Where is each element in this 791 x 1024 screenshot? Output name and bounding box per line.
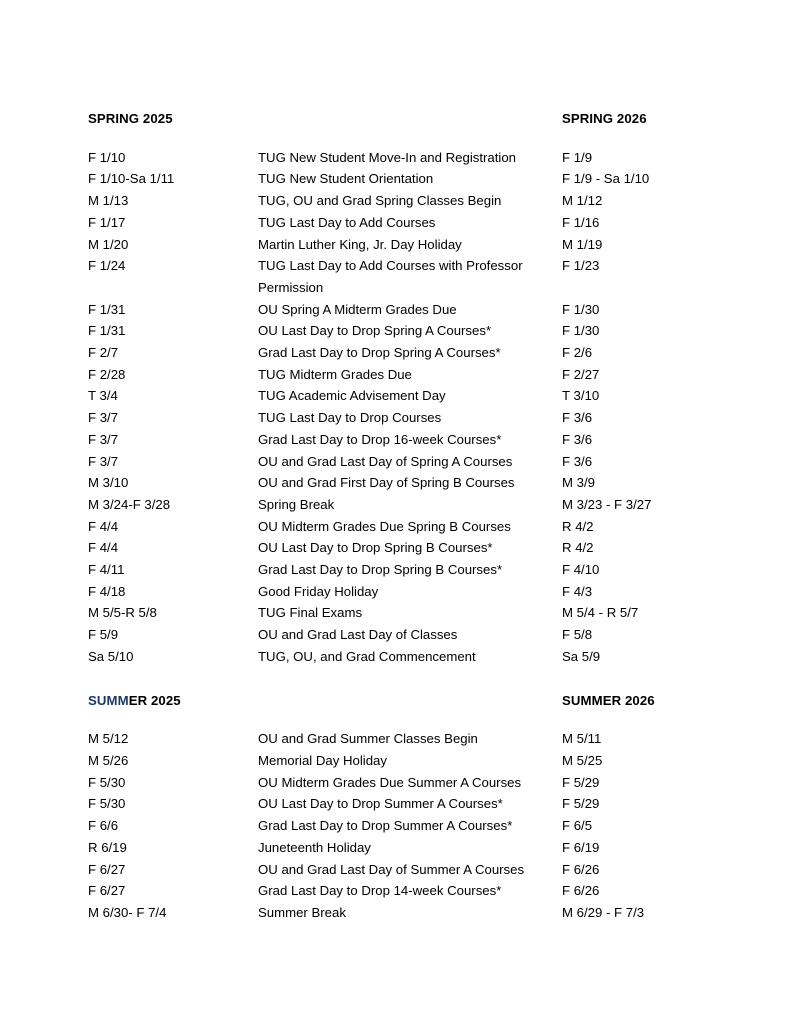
calendar-row — [88, 385, 728, 407]
row-date-right: F 1/16 — [562, 214, 600, 230]
calendar-row — [88, 212, 728, 234]
row-description: TUG Final Exams — [258, 605, 363, 621]
row-date-left: F 2/28 — [88, 366, 126, 382]
row-description: TUG Last Day to Drop Courses — [258, 410, 442, 426]
row-description: Grad Last Day to Drop Summer A Courses* — [258, 818, 513, 834]
calendar-row — [88, 342, 728, 364]
row-date-right: F 1/9 - Sa 1/10 — [562, 171, 650, 187]
calendar-row — [88, 168, 728, 190]
row-description: Good Friday Holiday — [258, 583, 379, 599]
calendar-row — [88, 255, 728, 298]
row-description: OU and Grad Last Day of Classes — [258, 627, 458, 643]
row-date-left: F 1/31 — [88, 323, 126, 339]
calendar-row — [88, 320, 728, 342]
calendar-row — [88, 559, 728, 581]
row-date-right: M 5/25 — [562, 752, 603, 768]
row-date-right: F 4/10 — [562, 562, 600, 578]
row-description: Grad Last Day to Drop Spring A Courses* — [258, 345, 501, 361]
row-date-left: M 1/13 — [88, 193, 129, 209]
row-description: OU and Grad Last Day of Spring A Courses — [258, 453, 513, 469]
row-description: OU Last Day to Drop Spring B Courses* — [258, 540, 493, 556]
row-date-left: F 1/24 — [88, 258, 126, 274]
section-header-summer — [88, 690, 728, 712]
row-description: TUG Midterm Grades Due — [258, 366, 412, 382]
row-date-right: F 3/6 — [562, 453, 593, 469]
calendar-row — [88, 624, 728, 646]
row-date-left: F 5/9 — [88, 627, 119, 643]
row-date-right: F 6/5 — [562, 818, 593, 834]
row-date-right: M 3/9 — [562, 475, 595, 491]
calendar-row — [88, 602, 728, 624]
calendar-row — [88, 234, 728, 256]
section-title-right: SPRING 2026 — [562, 111, 647, 126]
row-date-left: F 1/10 — [88, 149, 126, 165]
calendar-row — [88, 815, 728, 837]
row-description: OU Midterm Grades Due Spring B Courses — [258, 518, 511, 534]
calendar-row — [88, 299, 728, 321]
calendar-row — [88, 750, 728, 772]
row-date-left: T 3/4 — [88, 388, 118, 404]
row-date-left: Sa 5/10 — [88, 648, 134, 664]
row-date-left: F 4/18 — [88, 583, 126, 599]
row-date-right: F 5/29 — [562, 796, 600, 812]
calendar-rows-spring — [88, 147, 728, 668]
row-date-left: F 6/27 — [88, 861, 126, 877]
row-description: TUG Academic Advisement Day — [258, 388, 446, 404]
row-date-right: F 5/29 — [562, 774, 600, 790]
row-date-left: F 3/7 — [88, 431, 119, 447]
calendar-row — [88, 407, 728, 429]
row-description: Juneteenth Holiday — [258, 839, 371, 855]
row-date-right: F 6/26 — [562, 861, 600, 877]
calendar-body — [88, 108, 728, 924]
row-date-right: F 1/30 — [562, 301, 600, 317]
section-title-left — [88, 108, 258, 130]
row-description: Summer Break — [258, 904, 346, 920]
row-date-left: F 1/31 — [88, 301, 126, 317]
row-description: TUG, OU, and Grad Commencement — [258, 648, 476, 664]
row-date-left: F 3/7 — [88, 453, 119, 469]
row-description: TUG Last Day to Add Courses with Professor Permission — [258, 258, 523, 295]
row-date-right: R 4/2 — [562, 518, 594, 534]
row-description: Memorial Day Holiday — [258, 752, 387, 768]
row-date-right: T 3/10 — [562, 388, 600, 404]
row-description: TUG New Student Orientation — [258, 171, 434, 187]
row-date-left: F 5/30 — [88, 774, 126, 790]
row-date-right: F 3/6 — [562, 431, 593, 447]
row-date-right: M 3/23 - F 3/27 — [562, 496, 652, 512]
row-date-left: M 1/20 — [88, 236, 129, 252]
row-date-right: F 1/23 — [562, 258, 600, 274]
section-title-left-main: SPRING 2025 — [88, 111, 173, 126]
row-date-left: F 6/27 — [88, 883, 126, 899]
row-date-right: Sa 5/9 — [562, 648, 601, 664]
calendar-row — [88, 793, 728, 815]
row-description: OU and Grad Last Day of Summer A Courses — [258, 861, 525, 877]
row-date-right: F 2/27 — [562, 366, 600, 382]
calendar-row — [88, 364, 728, 386]
row-date-right: F 1/9 — [562, 149, 593, 165]
row-description: Grad Last Day to Drop Spring B Courses* — [258, 562, 503, 578]
calendar-row — [88, 859, 728, 881]
row-date-left: F 1/17 — [88, 214, 126, 230]
row-description: Grad Last Day to Drop 14-week Courses* — [258, 883, 502, 899]
calendar-row — [88, 772, 728, 794]
row-date-left: F 4/4 — [88, 518, 119, 534]
calendar-row — [88, 581, 728, 603]
row-date-left: M 3/10 — [88, 475, 129, 491]
row-description: Martin Luther King, Jr. Day Holiday — [258, 236, 462, 252]
calendar-row — [88, 880, 728, 902]
calendar-row — [88, 728, 728, 750]
calendar-row — [88, 472, 728, 494]
calendar-row — [88, 451, 728, 473]
row-date-left: F 1/10-Sa 1/11 — [88, 171, 175, 187]
row-date-left: M 3/24-F 3/28 — [88, 496, 171, 512]
calendar-rows-summer — [88, 728, 728, 923]
section-title-right: SUMMER 2026 — [562, 692, 655, 708]
calendar-row — [88, 147, 728, 169]
row-description: TUG Last Day to Add Courses — [258, 214, 436, 230]
row-date-right: F 6/26 — [562, 883, 600, 899]
calendar-row — [88, 646, 728, 668]
row-description: OU Last Day to Drop Summer A Courses* — [258, 796, 503, 812]
section-title-left — [88, 690, 258, 712]
row-date-left: R 6/19 — [88, 839, 127, 855]
row-date-left: F 3/7 — [88, 410, 119, 426]
calendar-row — [88, 190, 728, 212]
row-description: TUG New Student Move-In and Registration — [258, 149, 517, 165]
row-description: OU Spring A Midterm Grades Due — [258, 301, 457, 317]
row-date-right: F 3/6 — [562, 410, 593, 426]
row-date-right: F 6/19 — [562, 839, 600, 855]
row-date-left: M 5/5-R 5/8 — [88, 605, 157, 621]
calendar-row — [88, 902, 728, 924]
row-date-right: F 2/6 — [562, 345, 593, 361]
row-description: OU and Grad First Day of Spring B Courses — [258, 475, 515, 491]
row-date-right: M 1/12 — [562, 193, 603, 209]
row-date-left: M 6/30- F 7/4 — [88, 904, 167, 920]
row-description: OU Midterm Grades Due Summer A Courses — [258, 774, 522, 790]
section-title-left-main: ER 2025 — [128, 692, 181, 708]
calendar-section-summer — [88, 690, 728, 924]
row-date-right: F 4/3 — [562, 583, 593, 599]
section-title-left-prefix: SUMM — [88, 692, 129, 708]
calendar-row — [88, 429, 728, 451]
row-date-left: F 6/6 — [88, 818, 119, 834]
row-description: OU and Grad Summer Classes Begin — [258, 731, 478, 747]
row-date-right: F 5/8 — [562, 627, 593, 643]
row-date-left: F 4/11 — [88, 562, 125, 578]
calendar-row — [88, 837, 728, 859]
row-description: Spring Break — [258, 496, 335, 512]
calendar-section-spring — [88, 108, 728, 668]
row-description: OU Last Day to Drop Spring A Courses* — [258, 323, 492, 339]
row-date-left: M 5/12 — [88, 731, 129, 747]
calendar-row — [88, 537, 728, 559]
row-date-left: F 4/4 — [88, 540, 119, 556]
calendar-row — [88, 494, 728, 516]
row-date-left: M 5/26 — [88, 752, 129, 768]
row-date-right: F 1/30 — [562, 323, 600, 339]
row-date-right: M 6/29 - F 7/3 — [562, 904, 645, 920]
row-description: Grad Last Day to Drop 16-week Courses* — [258, 431, 502, 447]
row-date-right: M 5/4 - R 5/7 — [562, 605, 639, 621]
row-date-left: F 2/7 — [88, 345, 119, 361]
row-date-right: R 4/2 — [562, 540, 594, 556]
section-header-spring — [88, 108, 728, 130]
row-date-left: F 5/30 — [88, 796, 126, 812]
row-description: TUG, OU and Grad Spring Classes Begin — [258, 193, 502, 209]
calendar-row — [88, 516, 728, 538]
row-date-right: M 5/11 — [562, 731, 602, 747]
row-date-right: M 1/19 — [562, 236, 603, 252]
